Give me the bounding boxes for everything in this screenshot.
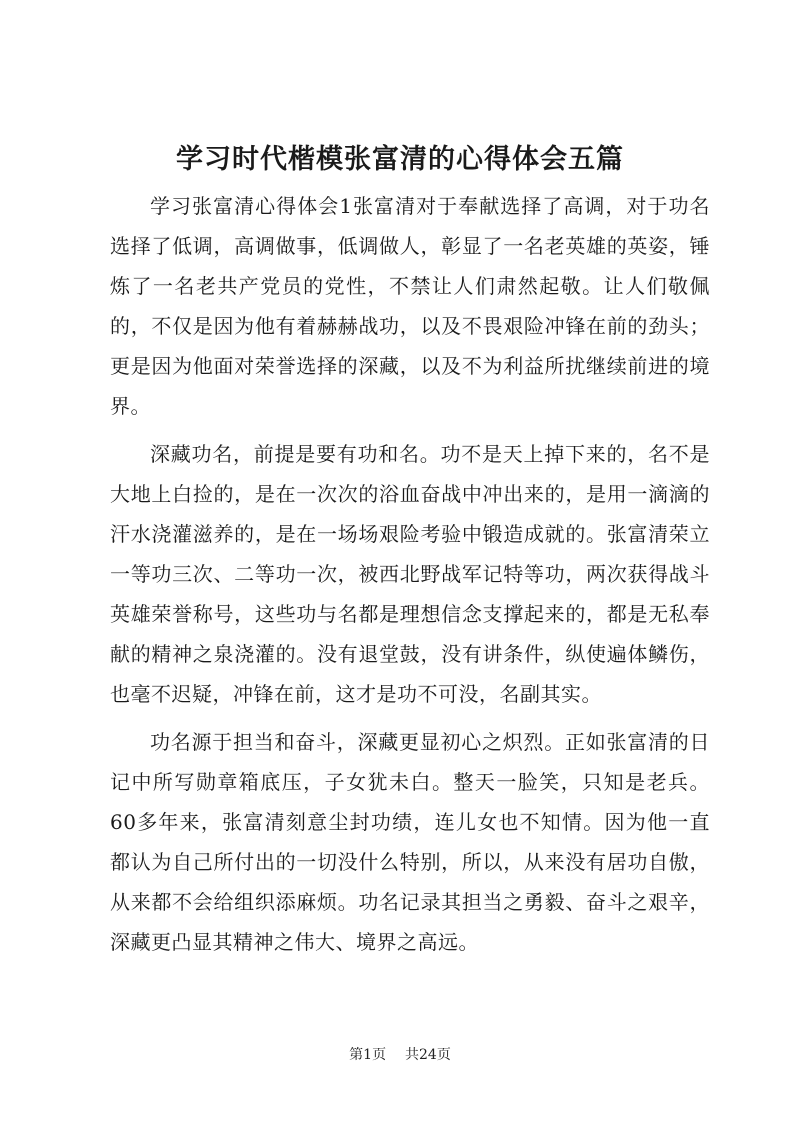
page-total: 共24页 [405, 1047, 451, 1063]
paragraph-3: 功名源于担当和奋斗，深藏更显初心之炽烈。正如张富清的日记中所写勋章箱底压，子女犹未白。整天一脸笑，只知是老兵。60多年来，张富清刻意尘封功绩，连儿女也不知情。因为他一直都认为自己所付出的一切没什么特别，所以，从来没有居功自傲，从来都不会给组织添麻烦。功名记录其担当之勇毅、奋斗之艰辛，深藏更凸显其精神之伟大、境界之高远。 [110, 730, 710, 954]
paragraph-2: 深藏功名，前提是要有功和名。功不是天上掉下来的，名不是大地上白捡的，是在一次次的浴血奋战中冲出来的，是用一滴滴的汗水浇灌滋养的，是在一场场艰险考验中锻造成就的。张富清荣立一等功三次、二等功一次，被西北野战军记特等功，两次获得战斗英雄荣誉称号，这些功与名都是理想信念支撑起来的，都是无私奉献的精神之泉浇灌的。没有退堂鼓，没有讲条件，纵使遍体鳞伤，也毫不迟疑，冲锋在前，这才是功不可没，名副其实。 [110, 442, 710, 706]
page-number: 第1页 [349, 1047, 387, 1063]
document-body [110, 186, 710, 962]
page-footer [0, 1045, 800, 1065]
document-title: 学习时代楷模张富清的心得体会五篇 [176, 144, 624, 175]
paragraph-1: 学习张富清心得体会1张富清对于奉献选择了高调，对于功名选择了低调，高调做事，低调做人，彰显了一名老英雄的英姿，锤炼了一名老共产党员的党性，不禁让人们肃然起敬。让人们敬佩的，不仅是因为他有着赫赫战功，以及不畏艰险冲锋在前的劲头；更是因为他面对荣誉选择的深藏，以及不为利益所扰继续前进的境界。 [110, 194, 710, 418]
